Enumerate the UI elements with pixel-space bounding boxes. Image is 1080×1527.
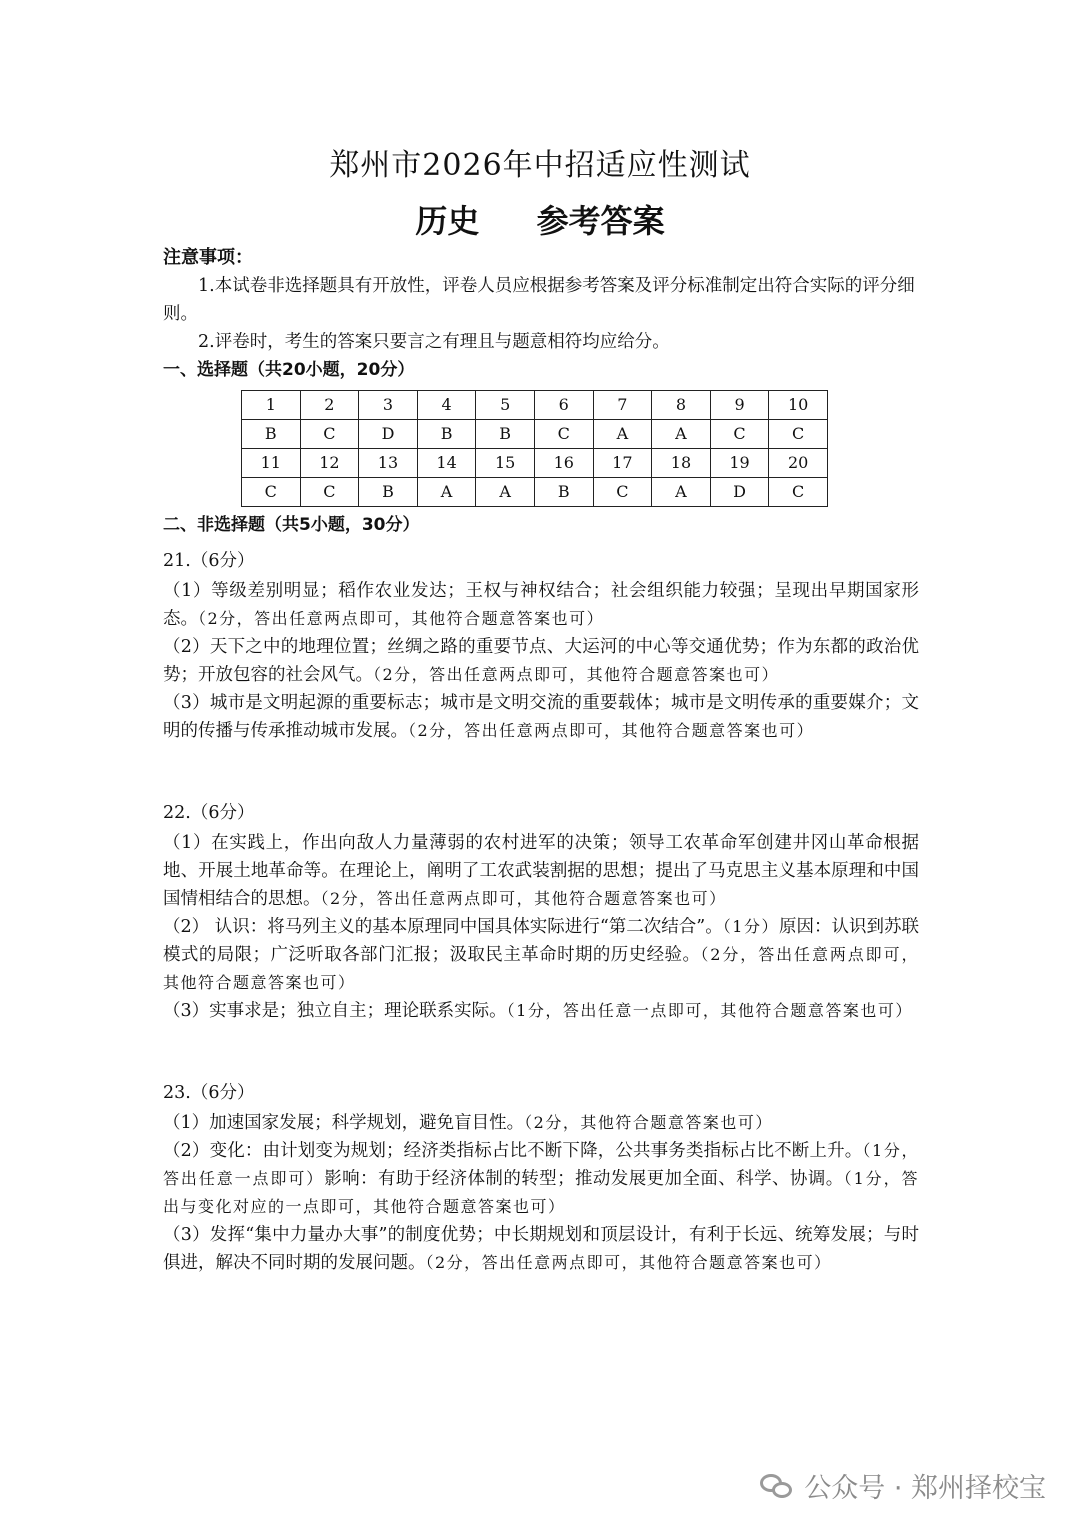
answer-table-cell: 4 (417, 391, 476, 420)
answer-table-cell: 1 (242, 391, 301, 420)
q22-score-3: （1分，答出任意一点即可，其他符合题意答案也可） (506, 1001, 913, 1020)
answer-table-cell: A (593, 420, 652, 449)
answer-table-cell: C (300, 420, 359, 449)
answer-table-row (242, 420, 828, 449)
answer-table-cell: B (242, 420, 301, 449)
answer-table-cell: C (534, 420, 593, 449)
watermark (760, 1466, 1046, 1505)
answer-table-cell: C (769, 420, 828, 449)
answer-table-cell: C (593, 478, 652, 507)
q21-score-1: （2分，答出任意两点即可，其他符合题意答案也可） (198, 609, 605, 628)
q22-score-1: （2分，答出任意两点即可，其他符合题意答案也可） (320, 889, 727, 908)
q21-heading: 21.（6分） (163, 551, 255, 571)
answer-table-cell: 15 (476, 449, 535, 478)
answer-table-cell: 16 (534, 449, 593, 478)
answer-table-cell: 11 (242, 449, 301, 478)
answer-table-cell: 13 (359, 449, 418, 478)
notice-heading: 注意事项： (163, 247, 253, 268)
answer-table-cell: B (476, 420, 535, 449)
answer-table-cell: 8 (652, 391, 711, 420)
answer-key-label: 参考答案 (536, 202, 665, 240)
answer-table-cell: B (417, 420, 476, 449)
answer-table-cell: C (710, 420, 769, 449)
q22-heading: 22.（6分） (163, 803, 255, 823)
answer-table-cell: C (769, 478, 828, 507)
answer-table-cell: A (417, 478, 476, 507)
answer-table-cell: A (476, 478, 535, 507)
answer-table-cell: 3 (359, 391, 418, 420)
main-content (163, 244, 919, 1277)
notice-item-2: 2.评卷时，考生的答案只要言之有理且与题意相符均应给分。 (198, 332, 670, 352)
q22-answer-3: （3）实事求是；独立自主；理论联系实际。（1分，答出任意一点即可，其他符合题意答案也可） (163, 1001, 913, 1021)
answer-table-cell: 7 (593, 391, 652, 420)
q21-answer-2: （2）天下之中的地理位置；丝绸之路的重要节点、大运河的中心等交通优势；作为东都的政治优势；开放包容的社会风气。（2分，答出任意两点即可，其他符合题意答案也可） (163, 637, 919, 685)
q21-answer-1: （1）等级差别明显；稻作农业发达；王权与神权结合；社会组织能力较强；呈现出早期国家形态。（2分，答出任意两点即可，其他符合题意答案也可） (163, 581, 919, 629)
answer-table-cell: 10 (769, 391, 828, 420)
answer-table-cell: 19 (710, 449, 769, 478)
notice-item-1: 1.本试卷非选择题具有开放性，评卷人员应根据参考答案及评分标准制定出符合实际的评分细则。 (163, 276, 915, 324)
answer-table-row (242, 449, 828, 478)
answer-table-cell: 2 (300, 391, 359, 420)
section2-heading: 二、非选择题（共5小题，30分） (163, 515, 420, 535)
exam-title: 郑州市2026年中招适应性测试 (329, 148, 751, 183)
q23-answer-1: （1）加速国家发展；科学规划，避免盲目性。（2分，其他符合题意答案也可） (163, 1113, 773, 1133)
answer-table-cell: 12 (300, 449, 359, 478)
q22-score-2b: （2分，答出任意两点即可，其他符合题意答案也可） (163, 945, 920, 992)
answer-table-row (242, 391, 828, 420)
answer-table-cell: D (710, 478, 769, 507)
q23-score-2b: （1分，答出与变化对应的一点即可，其他符合题意答案也可） (163, 1169, 919, 1216)
answer-table-cell: C (300, 478, 359, 507)
choice-answer-table (241, 390, 828, 507)
q22-answer-2: （2） 认识：将马列主义的基本原理同中国具体实际进行“第二次结合”。（1分）原因：认识到苏联模式的局限；广泛听取各部门汇报；汲取民主革命时期的历史经验。（2分，答出任意两点即可，其他符合题意答案也可） (163, 917, 920, 992)
answer-table-cell: C (242, 478, 301, 507)
answer-table-cell: 17 (593, 449, 652, 478)
answer-table-cell: 5 (476, 391, 535, 420)
watermark-text: 公众号 · 郑州择校宝 (804, 1473, 1046, 1504)
answer-table-cell: 18 (652, 449, 711, 478)
section1-heading: 一、选择题（共20小题，20分） (163, 360, 415, 380)
answer-table-cell: B (359, 478, 418, 507)
wechat-icon (760, 1472, 794, 1500)
q23-heading: 23.（6分） (163, 1083, 255, 1103)
q23-score-2: （1分，答出任意一点即可） (163, 1141, 919, 1188)
answer-table-cell: B (534, 478, 593, 507)
q23-answer-3: （3）发挥“集中力量办大事”的制度优势；中长期规划和顶层设计，有利于长远、统筹发展；与时俱进，解决不同时期的发展问题。（2分，答出任意两点即可，其他符合题意答案也可） (163, 1225, 919, 1273)
q23-answer-2: （2）变化：由计划变为规划；经济类指标占比不断下降，公共事务类指标占比不断上升。（1分，答出任意一点即可）影响：有助于经济体制的转型；推动发展更加全面、科学、协调。（1分，答出与变化对应的一点即可，其他符合题意答案也可） (163, 1141, 919, 1216)
q21-answer-3: （3）城市是文明起源的重要标志；城市是文明交流的重要载体；城市是文明传承的重要媒介；文明的传播与传承推动城市发展。（2分，答出任意两点即可，其他符合题意答案也可） (163, 693, 919, 741)
q21-score-2: （2分，答出任意两点即可，其他符合题意答案也可） (373, 665, 780, 684)
q23-score-3: （2分，答出任意两点即可，其他符合题意答案也可） (425, 1253, 832, 1272)
exam-subtitle (0, 196, 1080, 242)
q21-score-3: （2分，答出任意两点即可，其他符合题意答案也可） (408, 721, 815, 740)
subject-label: 历史 (415, 202, 480, 240)
answer-table-cell: D (359, 420, 418, 449)
q23-score-1: （2分，其他符合题意答案也可） (524, 1113, 773, 1132)
q22-answer-1: （1）在实践上，作出向敌人力量薄弱的农村进军的决策；领导工农革命军创建井冈山革命根据地、开展土地革命等。在理论上，阐明了工农武装割据的思想；提出了马克思主义基本原理和中国国情相结合的思想。（2分，答出任意两点即可，其他符合题意答案也可） (163, 833, 919, 909)
answer-table-cell: 20 (769, 449, 828, 478)
q22-score-2: （1分） (722, 917, 779, 936)
answer-table-row (242, 478, 828, 507)
answer-table-cell: A (652, 420, 711, 449)
answer-table-cell: 6 (534, 391, 593, 420)
answer-table-cell: A (652, 478, 711, 507)
answer-table-cell: 9 (710, 391, 769, 420)
answer-table-cell: 14 (417, 449, 476, 478)
